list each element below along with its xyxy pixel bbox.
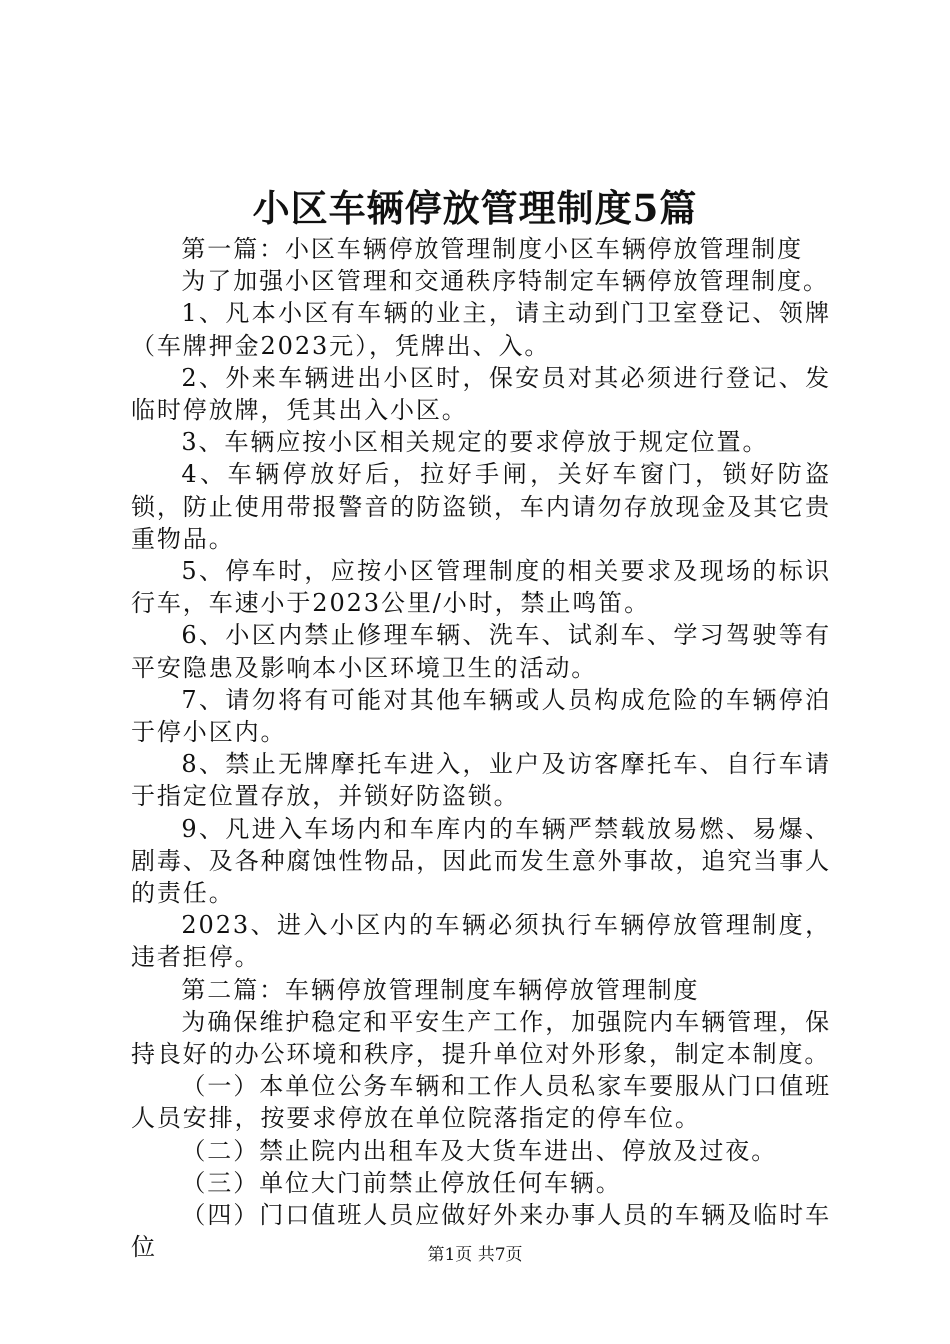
paragraph: 3、车辆应按小区相关规定的要求停放于规定位置。 bbox=[181, 428, 769, 457]
paragraph: 6、小区内禁止修理车辆、洗车、试刹车、学习驾驶等有平安隐患及影响本小区环境卫生的活动。 bbox=[131, 621, 831, 682]
paragraph: 9、凡进入车场内和车库内的车辆严禁载放易燃、易爆、剧毒、及各种腐蚀性物品，因此而发生意外事故，追究当事人的责任。 bbox=[131, 814, 831, 908]
document-title: 小区车辆停放管理制度5篇 bbox=[252, 186, 698, 230]
paragraph: 5、停车时，应按小区管理制度的相关要求及现场的标识行车，车速小于2023公里/小时，禁止鸣笛。 bbox=[131, 557, 831, 618]
paragraph: 1、凡本小区有车辆的业主，请主动到门卫室登记、领牌（车牌押金2023元），凭牌出、入。 bbox=[131, 299, 831, 360]
paragraph: 2、外来车辆进出小区时，保安员对其必须进行登记、发临时停放牌，凭其出入小区。 bbox=[131, 363, 831, 425]
page-footer: 第1页 共7页 bbox=[427, 1245, 523, 1265]
paragraph: 为了加强小区管理和交通秩序特制定车辆停放管理制度。 bbox=[181, 267, 829, 296]
paragraph: 第一篇：小区车辆停放管理制度小区车辆停放管理制度 bbox=[181, 235, 803, 263]
document-body bbox=[131, 233, 831, 1264]
paragraph: 8、禁止无牌摩托车进入，业户及访客摩托车、自行车请于指定位置存放，并锁好防盗锁。 bbox=[131, 750, 831, 811]
paragraph: （三）单位大门前禁止停放任何车辆。 bbox=[181, 1168, 622, 1197]
paragraph: 为确保维护稳定和平安生产工作，加强院内车辆管理，保持良好的办公环境和秩序，提升单位对外形象，制定本制度。 bbox=[131, 1007, 831, 1069]
paragraph: 7、请勿将有可能对其他车辆或人员构成危险的车辆停泊于停小区内。 bbox=[131, 685, 831, 747]
paragraph: 第二篇：车辆停放管理制度车辆停放管理制度 bbox=[181, 975, 700, 1004]
paragraph: （一）本单位公务车辆和工作人员私家车要服从门口值班人员安排，按要求停放在单位院落指定的停车位。 bbox=[131, 1072, 831, 1133]
paragraph: （二）禁止院内出租车及大货车进出、停放及过夜。 bbox=[181, 1136, 778, 1165]
paragraph: （四）门口值班人员应做好外来办事人员的车辆及临时车位 bbox=[131, 1201, 831, 1262]
paragraph: 4、车辆停放好后，拉好手闸，关好车窗门，锁好防盗锁，防止使用带报警音的防盗锁，车内请勿存放现金及其它贵重物品。 bbox=[131, 460, 831, 553]
paragraph: 2023、进入小区内的车辆必须执行车辆停放管理制度，违者拒停。 bbox=[131, 911, 831, 972]
